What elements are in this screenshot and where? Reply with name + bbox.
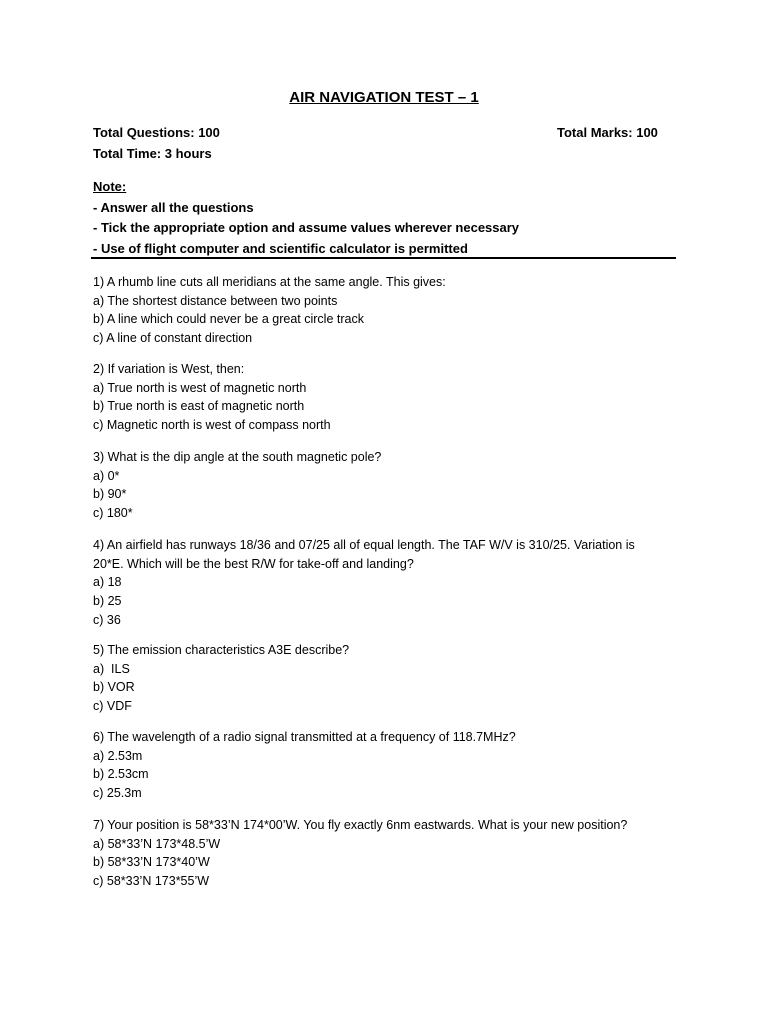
question-text: 4) An airfield has runways 18/36 and 07/25 all of equal length. The TAF W/V is 310/25. Variation is (93, 538, 635, 552)
title-text: AIR NAVIGATION TEST – 1 (289, 89, 479, 106)
note-heading: Note: (93, 179, 127, 194)
answer-option-a[interactable]: a) The shortest distance between two points (93, 293, 338, 308)
total-marks: Total Marks: 100 (557, 125, 658, 140)
question-6 (93, 728, 673, 803)
answer-option-a[interactable]: a) 0* (93, 468, 120, 483)
answer-option-c[interactable]: c) 25.3m (93, 786, 142, 801)
question-5 (93, 641, 673, 716)
answer-option-b[interactable]: b) 25 (93, 594, 122, 609)
question-text: 5) The emission characteristics A3E describe? (93, 643, 350, 657)
answer-option-c[interactable]: c) Magnetic north is west of compass north (93, 418, 331, 433)
question-text: 20*E. Which will be the best R/W for take-off and landing? (93, 556, 414, 571)
answer-option-a[interactable]: a) 2.53m (93, 748, 143, 763)
answer-option-c[interactable]: c) 58*33’N 173*55’W (93, 874, 210, 889)
question-text: 1) A rhumb line cuts all meridians at the same angle. This gives: (93, 275, 446, 289)
note-block (93, 177, 683, 259)
question-text: 3) What is the dip angle at the south magnetic pole? (93, 450, 382, 464)
answer-option-c[interactable]: c) 180* (93, 506, 133, 521)
answer-option-b[interactable]: b) VOR (93, 680, 135, 695)
answer-option-b[interactable]: b) 2.53cm (93, 767, 149, 782)
answer-option-b[interactable]: b) 90* (93, 487, 127, 502)
note-item: - Use of flight computer and scientific calculator is permitted (93, 240, 468, 256)
question-4 (93, 536, 673, 630)
question-text: 2) If variation is West, then: (93, 362, 245, 376)
answer-option-b[interactable]: b) 58*33’N 173*40’W (93, 855, 210, 870)
answer-option-b[interactable]: b) A line which could never be a great circle track (93, 312, 364, 327)
answer-option-a[interactable]: a) True north is west of magnetic north (93, 380, 307, 395)
answer-option-c[interactable]: c) VDF (93, 699, 132, 714)
answer-option-b[interactable]: b) True north is east of magnetic north (93, 399, 305, 414)
answer-option-a[interactable]: a) ILS (93, 661, 130, 676)
note-item: - Answer all the questions (93, 199, 254, 215)
divider-rule (91, 257, 676, 259)
question-1 (93, 273, 673, 348)
document-title (0, 88, 768, 108)
total-questions: Total Questions: 100 (93, 125, 220, 140)
total-time: Total Time: 3 hours (93, 146, 212, 161)
question-3 (93, 448, 673, 523)
answer-option-a[interactable]: a) 58*33’N 173*48.5’W (93, 836, 221, 851)
question-2 (93, 360, 673, 435)
answer-option-c[interactable]: c) A line of constant direction (93, 331, 253, 346)
note-item: - Tick the appropriate option and assume values wherever necessary (93, 220, 520, 235)
question-text: 6) The wavelength of a radio signal transmitted at a frequency of 118.7MHz? (93, 730, 516, 744)
answer-option-c[interactable]: c) 36 (93, 612, 121, 627)
question-7 (93, 816, 673, 891)
question-text: 7) Your position is 58*33’N 174*00’W. You fly exactly 6nm eastwards. What is your new position? (93, 818, 628, 832)
answer-option-a[interactable]: a) 18 (93, 575, 122, 590)
